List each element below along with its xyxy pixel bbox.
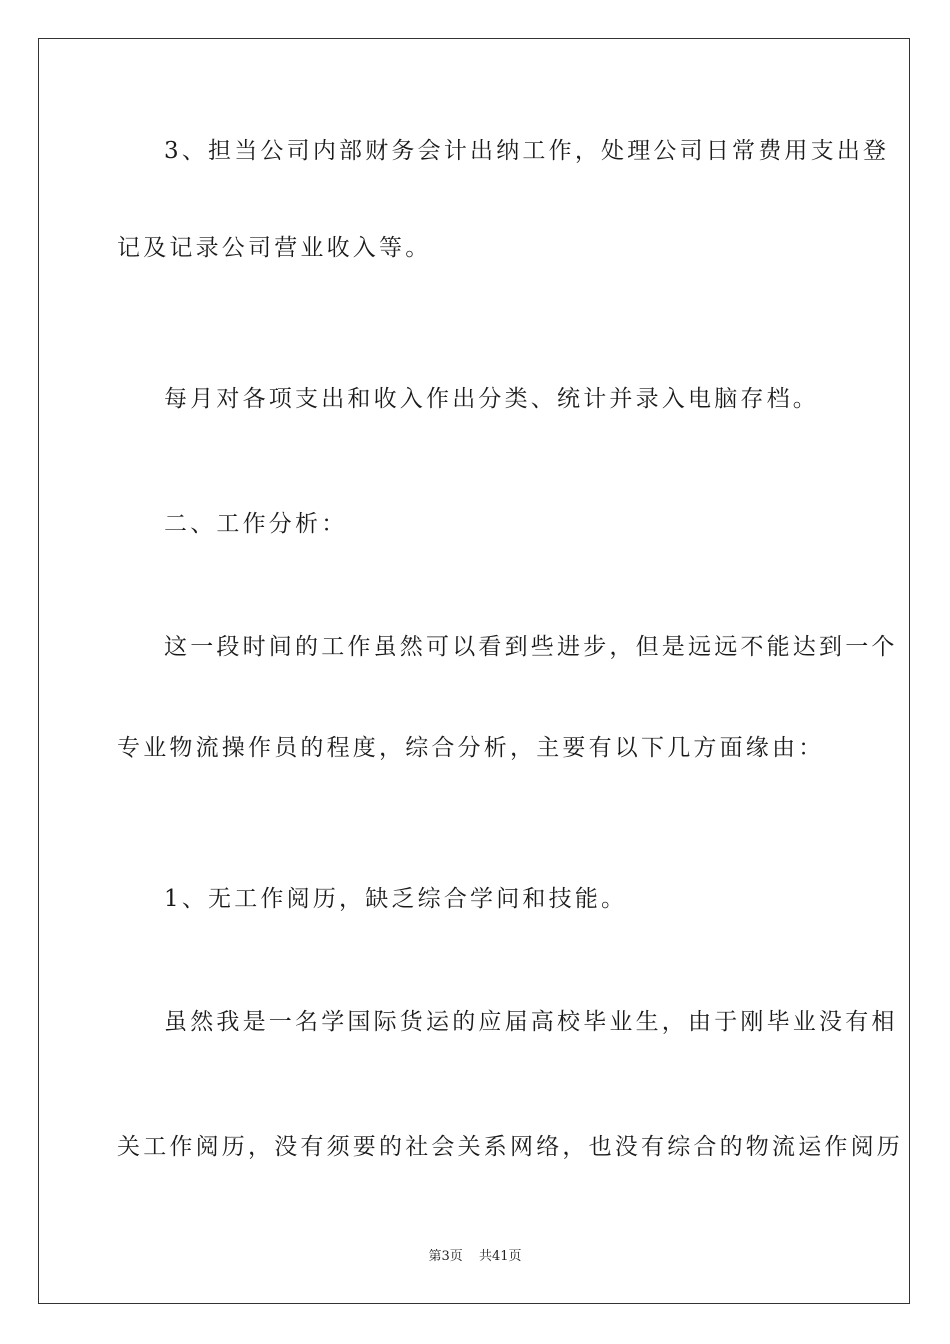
paragraph-line-6: 专业物流操作员的程度，综合分析，主要有以下几方面缘由： bbox=[117, 735, 825, 761]
paragraph-line-3: 每月对各项支出和收入作出分类、统计并录入电脑存档。 bbox=[164, 386, 819, 412]
paragraph-line-9: 关工作阅历，没有须要的社会关系网络，也没有综合的物流运作阅历 bbox=[117, 1134, 903, 1160]
section-heading: 二、工作分析： bbox=[164, 511, 348, 537]
page-border bbox=[38, 38, 910, 1304]
paragraph-line-2: 记及记录公司营业收入等。 bbox=[117, 235, 432, 261]
paragraph-line-5: 这一段时间的工作虽然可以看到些进步，但是远远不能达到一个 bbox=[164, 634, 898, 660]
paragraph-line-8: 虽然我是一名学国际货运的应届高校毕业生，由于刚毕业没有相 bbox=[164, 1009, 898, 1035]
page-number: 第3页 bbox=[428, 1249, 463, 1264]
page-footer bbox=[0, 1248, 950, 1266]
paragraph-line-7: 1、无工作阅历，缺乏综合学问和技能。 bbox=[164, 886, 628, 912]
paragraph-line-1: 3、担当公司内部财务会计出纳工作，处理公司日常费用支出登 bbox=[164, 138, 890, 164]
total-pages: 共41页 bbox=[478, 1249, 522, 1264]
